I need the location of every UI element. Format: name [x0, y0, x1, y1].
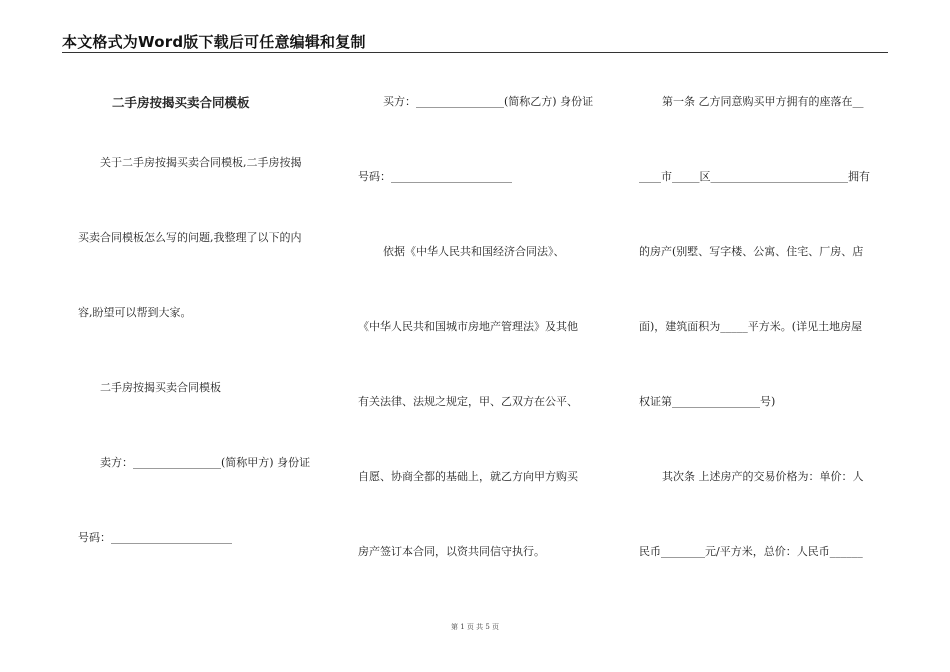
paragraph-line: 《中华人民共和国城市房地产管理法》及其他 — [358, 320, 578, 333]
paragraph-line: 依据《中华人民共和国经济合同法》、 — [383, 245, 565, 258]
document-header: 本文格式为Word版下载后可任意编辑和复制 — [62, 33, 366, 51]
paragraph-line: 买卖合同模板怎么写的问题,我整理了以下的内 — [78, 231, 302, 244]
seller-line: 卖方：________________(简称甲方) 身份证 — [100, 456, 311, 469]
clause-line: 第一条 乙方同意购买甲方拥有的座落在__ — [662, 95, 864, 108]
buyer-line: 买方：________________(简称乙方) 身份证 — [383, 95, 594, 108]
buyer-id-line: 号码：______________________ — [358, 170, 512, 183]
paragraph-line: 自愿、协商全都的基础上，就乙方向甲方购买 — [358, 470, 578, 483]
seller-id-line: 号码：______________________ — [78, 531, 232, 544]
header-divider — [62, 52, 888, 53]
clause-line: 的房产(别墅、写字楼、公寓、住宅、厂房、店 — [639, 245, 864, 258]
clause-line: 面)，建筑面积为_____平方米。(详见土地房屋 — [639, 320, 863, 333]
page-number: 第 1 页 共 5 页 — [450, 623, 500, 631]
clause-line: ____市_____区_________________________拥有 — [639, 170, 870, 183]
clause-line: 民币________元/平方米，总价：人民币______ — [639, 545, 863, 558]
paragraph-line: 关于二手房按揭买卖合同模板,二手房按揭 — [100, 156, 302, 169]
paragraph-line: 房产签订本合同，以资共同信守执行。 — [358, 545, 545, 558]
paragraph-line: 有关法律、法规之规定，甲、乙双方在公平、 — [358, 395, 578, 408]
clause-line: 其次条 上述房产的交易价格为：单价：人 — [662, 470, 864, 483]
paragraph-line: 容,盼望可以帮到大家。 — [78, 306, 192, 319]
section-heading: 二手房按揭买卖合同模板 — [100, 381, 221, 394]
clause-line: 权证第________________号) — [639, 395, 776, 408]
document-title: 二手房按揭买卖合同模板 — [112, 95, 250, 110]
